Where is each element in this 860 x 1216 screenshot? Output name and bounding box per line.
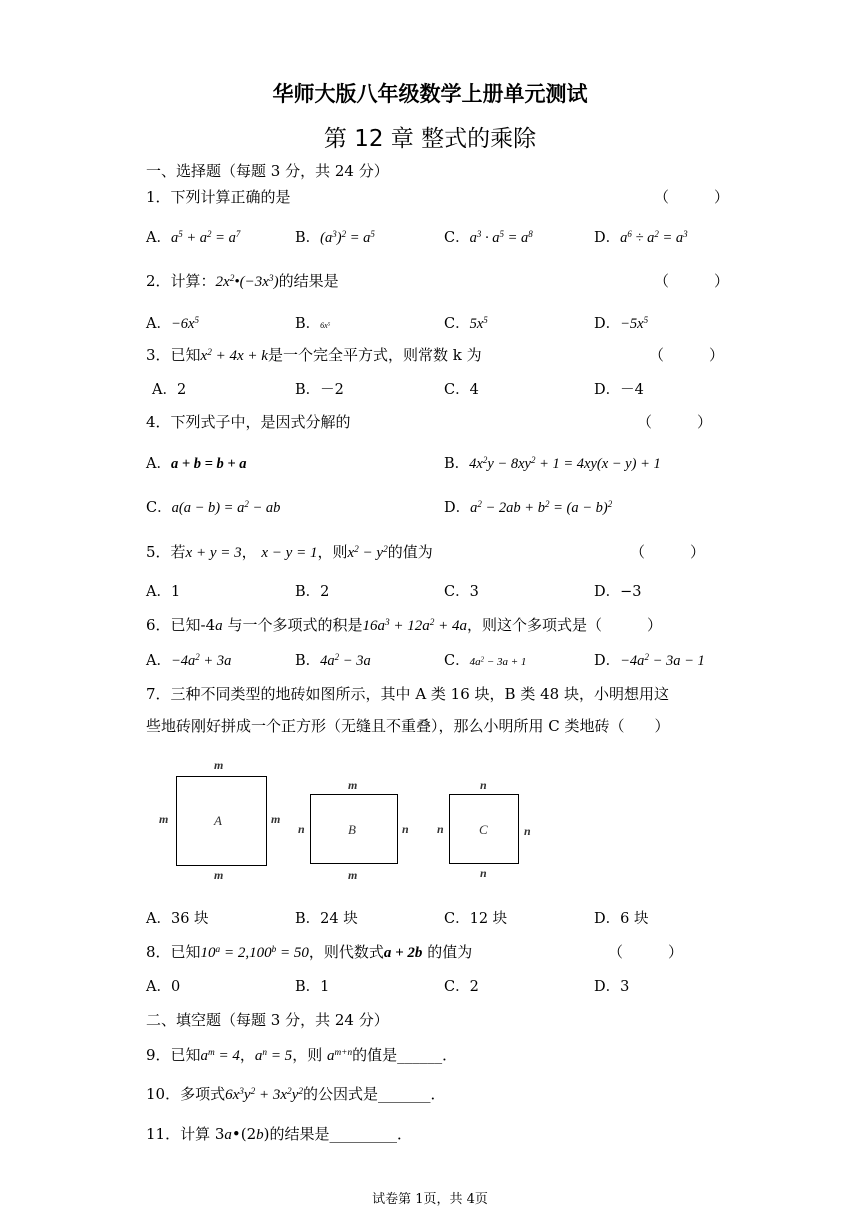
q3-option-c[interactable]: C．4 — [444, 382, 479, 398]
q8-option-c[interactable]: C．2 — [444, 979, 479, 995]
tile-a-right-label: m — [271, 812, 281, 826]
q4-option-b[interactable]: B．$4x^2y - 8xy^2 + 1 = 4xy(x - y) + 1$ — [444, 455, 661, 472]
tile-a-label: A — [214, 813, 222, 828]
tile-b-right-label: n — [402, 822, 409, 836]
q3-option-a[interactable]: A．2 — [152, 382, 187, 398]
section-fill: 二、填空题（每题 3 分，共 24 分） — [146, 1011, 389, 1029]
tile-a-bottom-label: m — [214, 868, 224, 882]
q7-option-a[interactable]: A．36 块 — [146, 911, 209, 927]
chapter-title: 第 12 章 整式的乘除 — [323, 126, 537, 152]
q5-answer-paren: （ ） — [630, 543, 706, 561]
q2-option-d[interactable]: D．$-5x^5$ — [594, 315, 649, 332]
q1-option-d[interactable]: D．$a^6 \div a^2 = a^3$ — [594, 229, 688, 246]
q2-option-a[interactable]: A．$-6x^5$ — [146, 315, 199, 332]
q3-stem: 3．已知$x^2 + 4x + k$是一个完全平方式，则常数 k 为 — [146, 346, 482, 364]
q2-answer-paren: （ ） — [654, 272, 730, 290]
tile-b-label: B — [348, 822, 356, 837]
page-title: 华师大版八年级数学上册单元测试 — [272, 82, 588, 106]
q1-answer-paren: （ ） — [654, 188, 730, 206]
q2-option-c[interactable]: C．$5x^5$ — [444, 315, 488, 332]
q8-option-d[interactable]: D．3 — [594, 979, 630, 995]
q3-option-d[interactable]: D．－4 — [594, 382, 644, 398]
q5-option-d[interactable]: D．−3 — [594, 584, 642, 600]
q3-answer-paren: （ ） — [649, 346, 725, 364]
tile-c-top-label: n — [480, 778, 487, 792]
q1-stem: 1．下列计算正确的是 — [146, 188, 291, 206]
q5-option-c[interactable]: C．3 — [444, 584, 479, 600]
q7-option-d[interactable]: D．6 块 — [594, 911, 649, 927]
q8-stem: 8．已知$10^a = 2,100^b = 50$，则代数式a + 2b 的值为 — [146, 943, 473, 961]
q8-answer-paren: （ ） — [608, 943, 684, 961]
q6-option-b[interactable]: B．$4a^2 - 3a$ — [295, 652, 371, 669]
q7-line-2: 些地砖刚好拼成一个正方形（无缝且不重叠），那么小明所用 C 类地砖（ ） — [146, 717, 670, 735]
q8-option-b[interactable]: B．1 — [295, 979, 330, 995]
q3-option-b[interactable]: B．－2 — [295, 382, 344, 398]
tile-b-left-label: n — [298, 822, 305, 836]
section-choice: 一、选择题（每题 3 分，共 24 分） — [146, 162, 389, 180]
q5-option-b[interactable]: B．2 — [295, 584, 330, 600]
q1-option-b[interactable]: B．$(a^3)^2 = a^5$ — [295, 229, 375, 246]
q4-stem: 4．下列式子中，是因式分解的 — [146, 413, 351, 431]
q6-stem: 6．已知-4a 与一个多项式的积是$16a^3 + 12a^2 + 4a$，则这个多项式是（ ） — [146, 616, 663, 634]
q11-stem: 11．计算 3a•(2b)的结果是_________． — [146, 1125, 413, 1143]
q2-option-b[interactable]: B．$6x^5$ — [295, 316, 331, 332]
q7-line-1: 7．三种不同类型的地砖如图所示，其中 A 类 16 块，B 类 48 块，小明想用这 — [146, 685, 669, 703]
q6-option-a[interactable]: A．$-4a^2 + 3a$ — [146, 652, 232, 669]
tile-c-label: C — [479, 822, 488, 837]
tile-a-left-label: m — [159, 812, 169, 826]
q4-option-d[interactable]: D．$a^2 - 2ab + b^2 = (a - b)^2$ — [444, 499, 613, 516]
tile-b-bottom-label: m — [348, 868, 358, 882]
page-footer: 试卷第 1页，共 4页 — [372, 1192, 488, 1207]
tile-a-top-label: m — [214, 758, 224, 772]
tile-c-right-label: n — [524, 824, 531, 838]
q5-option-a[interactable]: A．1 — [146, 584, 181, 600]
q4-option-c[interactable]: C．$a(a - b) = a^2$ − ab — [146, 499, 281, 516]
q6-option-c[interactable]: C．$4a^2 - 3a + 1$ — [444, 653, 527, 669]
q6-option-d[interactable]: D．$-4a^2 - 3a - 1$ — [594, 652, 705, 669]
tile-c-bottom-label: n — [480, 866, 487, 880]
q8-option-a[interactable]: A．0 — [146, 979, 181, 995]
q1-option-a[interactable]: A．$a^5 + a^2 = a^7$ — [146, 229, 241, 246]
q1-option-c[interactable]: C．$a^3 \cdot a^5 = a^8$ — [444, 229, 533, 246]
q4-option-a[interactable]: A．a + b = b + a — [146, 456, 247, 472]
q9-stem: 9．已知$a^m = 4$，$a^n = 5$，则 $a^{m+n}$的值是______． — [146, 1046, 458, 1064]
tile-b-top-label: m — [348, 778, 358, 792]
q2-stem: 2．计算：$2x^2•(-3x^3)$的结果是 — [146, 272, 339, 290]
q4-answer-paren: （ ） — [637, 413, 713, 431]
q10-stem: 10．多项式$6x^3y^2 + 3x^2y^2$的公因式是_______． — [146, 1085, 446, 1103]
q7-option-c[interactable]: C．12 块 — [444, 911, 508, 927]
tile-c-left-label: n — [437, 822, 444, 836]
q7-option-b[interactable]: B．24 块 — [295, 911, 358, 927]
q5-stem: 5．若x + y = 3， x − y = 1，则$x^2 - y^2$的值为 — [146, 543, 433, 561]
